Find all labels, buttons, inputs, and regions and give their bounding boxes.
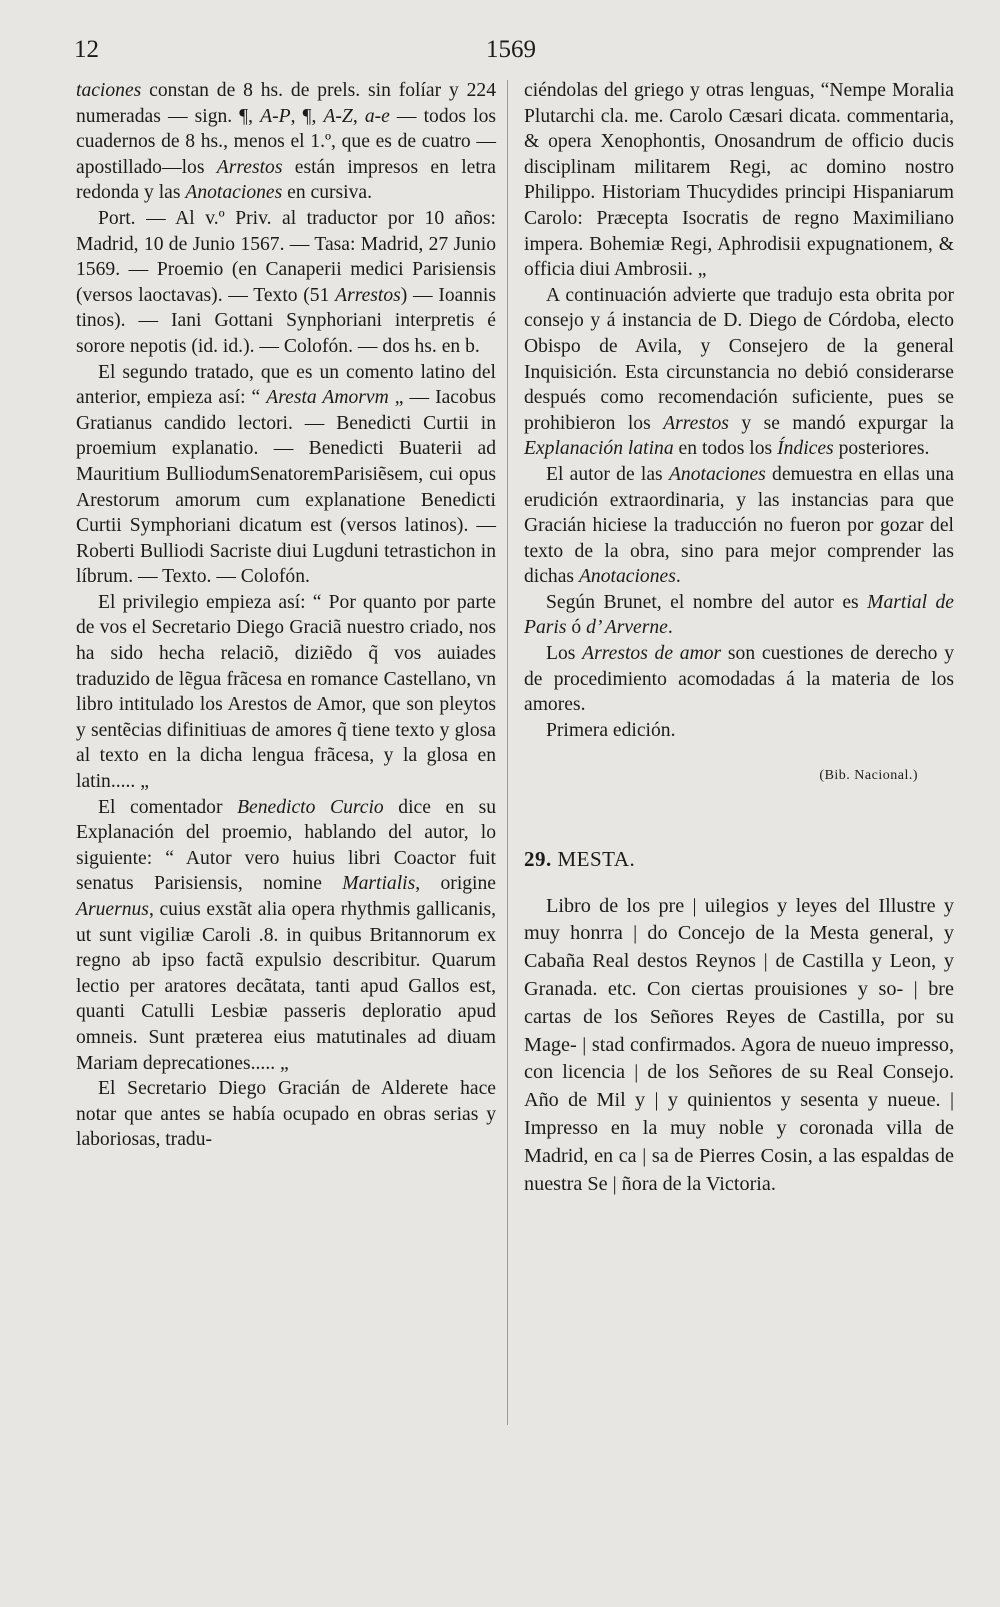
right-column-paragraphs <box>524 78 954 743</box>
entry-number: 29. <box>524 847 552 872</box>
entry-title: MESTA. <box>557 847 636 872</box>
left-paragraph: El Secretario Diego Gracián de Alderete hace notar que antes se había ocupado en obras serias y laboriosas, tradu- <box>76 1078 496 1151</box>
source-note: (Bib. Nacional.) <box>819 768 918 784</box>
left-paragraph: Port. — Al v.º Priv. al traductor por 10 años: Madrid, 10 de Junio 1567. — Tasa: Madrid, 27 Junio 1569. — Proemio (en Canaperii medici Parisiensis (versos laoctavas). — Texto (51 Arrestos) — Ioannis tinos). — Iani Gottani Synphoriani interpretis é sorore nepotis (id. id.). — Colofón. — dos hs. en b. <box>76 207 496 357</box>
right-paragraph: Según Brunet, el nombre del autor es Martial de Paris ó d’ Arverne. <box>524 591 954 639</box>
left-paragraph: El comentador Benedicto Curcio dice en su Explanación del proemio, hablando del autor, lo siguiente: “ Autor vero huius libri Coactor fuit senatus Parisiensis, nomine Martialis, origine Aruernus, cuius exstãt alia opera rhythmis gallicanis, ut sunt vigiliæ Caroli .8. in quibus Britannorum ex regno ab ipso factã expulsio describitur. Quarum lectio per aratores decãtata, tanti apud Gallos est, quanti Catulli Lesbiæ passeris deploratio apud omneis. Sunt præterea eius matutinales ad diuam Mariam deprecationes..... „ <box>76 796 497 1074</box>
right-paragraph: A continuación advierte que tradujo esta obrita por consejo y á instancia de D. Diego de Córdoba, electo Obispo de Avila, y Consejero de la general Inquisición. Esta circunstancia no debió considerarse después como recomendación suficiente, pues se prohibieron los Arrestos y se mandó expurgar la Explanación latina en todos los Índices posteriores. <box>524 284 954 460</box>
left-paragraph: El segundo tratado, que es un comento latino del anterior, empieza así: “ Aresta Amorvm „ — Iacobus Gratianus candido lectori. — Benedicti Curtii in proemium explanatio. — Benedicti Buaterii ad Mauritium BulliodumSenatoremParisiẽsem, cui opus Arestorum amorum cum explanatione Benedicti Curtii Symphoriani dicatum est (versos latinos). — Roberti Bulliodi Sacriste diui Lugduni tetrastichon in líbrum. — Texto. — Colofón. <box>76 361 497 588</box>
left-column <box>76 78 496 1153</box>
entry-description <box>524 893 954 1199</box>
right-paragraph: Los Arrestos de amor son cuestiones de derecho y de procedimiento acomodadas á la materia de los amores. <box>524 643 954 716</box>
column-divider <box>507 80 508 1425</box>
right-paragraph: ciéndolas del griego y otras lenguas, “Nempe Moralia Plutarchi cla. me. Carolo Cæsari dicata. commentaria, & opera Xenophontis, Onosandrum de officio ducis disciplinam militarem Regi, ac domino nostro Philippo. Historiam Thucydides principi Hispaniarum Carolo: Præcepta Isocratis de regno Maximiliano impera. Bohemiæ Regi, Aphrodisii expugnationem, & officia diui Ambrosii. „ <box>524 80 954 281</box>
left-paragraph: El privilegio empieza así: “ Por quanto por parte de vos el Secretario Diego Graciã nuestro criado, nos ha sido hecha relaciõ, diziẽdo q̃ vos auiades traduzido de lẽgua frãcesa en romance Castellano, vn libro intitulado los Arestos de Amor, que son pleytos y sentẽcias difinitiuas de amores q̃ tiene texto y glosa al texto en la dicha lengua frãcesa, y la glosa en latin..... „ <box>76 591 496 793</box>
right-paragraph: Primera edición. <box>546 719 676 741</box>
right-column <box>524 78 954 1198</box>
left-paragraph: taciones constan de 8 hs. de prels. sin folíar y 224 numeradas — sign. ¶, A-P, ¶, A-Z, a-e — todos los cuadernos de 8 hs., menos el 1.º, que es de cuatro — apostillado—los Arrestos están impresos en letra redonda y las Anotaciones en cursiva. <box>76 80 497 204</box>
entry-body-text: Libro de los pre | uilegios y leyes del Illustre y muy honrra | do Concejo de la Mesta general, y Cabaña Real destos Reynos | de Castilla y Leon, y Granada. etc. Con ciertas prouisiones y so- | bre cartas de los Señores Reyes de Castilla, por su Mage- | stad confirmados. Agora de nueuo impresso, con licencia | de los Señores de su Real Consejo. Año de Mil y | y quinientos y sesenta y nueue. | Impresso en la muy noble y coronada villa de Madrid, en ca | sa de Pierres Cosin, a las espaldas de nuestra Se | ñora de la Victoria. <box>524 894 954 1195</box>
right-paragraph: El autor de las Anotaciones demuestra en ellas una erudición extraordinaria, y las instancias para que Gracián hiciese la traducción no fueron por gozar del texto de la obra, sino para mejor comprender las dichas Anotaciones. <box>524 463 954 588</box>
running-head-year: 1569 <box>486 36 536 63</box>
entry-heading <box>524 847 954 873</box>
page-number: 12 <box>74 36 99 63</box>
